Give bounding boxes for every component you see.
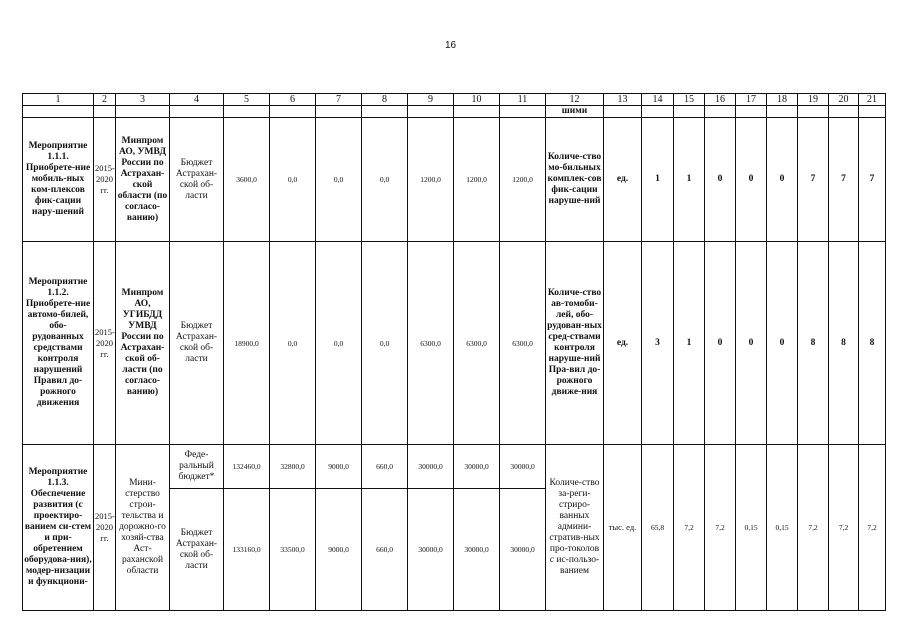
value-cell: 1200,0 xyxy=(454,118,500,242)
funding-source: Бюджет Астрахан-ской об-ласти xyxy=(170,489,224,611)
executor: Минпром АО, УМВД России по Астрахан-ской области (по согласо-ванию) xyxy=(116,118,170,242)
header-cell: 14 xyxy=(642,94,674,106)
continuation-text: шими xyxy=(546,106,604,118)
indicator: Количе-ство за-реги-стриро-ванных админи-стратив-ных про-токолов с ис-пользо-ванием xyxy=(546,445,604,611)
header-cell: 4 xyxy=(170,94,224,106)
value-cell: 660,0 xyxy=(362,445,408,489)
header-cell: 10 xyxy=(454,94,500,106)
activity-name: Мероприятие 1.1.3. Обеспечение развития (с проектиро-ванием си-стем и при-обретением оборудова-ния), модер-низации и функциони- xyxy=(23,445,94,611)
header-cell: 3 xyxy=(116,94,170,106)
value-cell: 0,0 xyxy=(362,242,408,445)
target-cell: 7,2 xyxy=(674,445,705,611)
value-cell: 6300,0 xyxy=(408,242,454,445)
value-cell: 30000,0 xyxy=(454,445,500,489)
value-cell: 32800,0 xyxy=(270,445,316,489)
header-cell: 18 xyxy=(767,94,798,106)
value-cell: 0,0 xyxy=(316,118,362,242)
target-cell: 0 xyxy=(736,242,767,445)
header-cell: 7 xyxy=(316,94,362,106)
value-cell: 0,0 xyxy=(362,118,408,242)
page-number: 16 xyxy=(445,40,457,51)
header-cell: 11 xyxy=(500,94,546,106)
header-cell: 16 xyxy=(705,94,736,106)
header-cell: 1 xyxy=(23,94,94,106)
target-cell: 0 xyxy=(736,118,767,242)
target-cell: 7,2 xyxy=(798,445,829,611)
value-cell: 30000,0 xyxy=(500,445,546,489)
target-cell: 8 xyxy=(798,242,829,445)
unit: тыс. ед. xyxy=(604,445,642,611)
value-cell: 0,0 xyxy=(270,242,316,445)
period: 2015-2020 гг. xyxy=(94,445,116,611)
target-cell: 0 xyxy=(767,242,798,445)
value-cell: 660,0 xyxy=(362,489,408,611)
unit: ед. xyxy=(604,242,642,445)
value-cell: 30000,0 xyxy=(408,489,454,611)
table-row xyxy=(23,242,886,445)
target-cell: 0,15 xyxy=(736,445,767,611)
value-cell: 9000,0 xyxy=(316,445,362,489)
header-cell: 12 xyxy=(546,94,604,106)
value-cell: 0,0 xyxy=(270,118,316,242)
value-cell: 9000,0 xyxy=(316,489,362,611)
target-cell: 1 xyxy=(674,118,705,242)
funding-source: Феде-ральный бюджет* xyxy=(170,445,224,489)
indicator: Количе-ство мо-бильных комплек-сов фик-сации нарушe-ний xyxy=(546,118,604,242)
activity-name: Мероприятие 1.1.1. Приобрете-ние мобиль-ных ком-плексов фик-сации нару-шений xyxy=(23,118,94,242)
target-cell: 7 xyxy=(859,118,886,242)
value-cell: 132460,0 xyxy=(224,445,270,489)
header-cell: 21 xyxy=(859,94,886,106)
header-cell: 15 xyxy=(674,94,705,106)
header-cell: 19 xyxy=(798,94,829,106)
target-cell: 1 xyxy=(642,118,674,242)
header-cell: 5 xyxy=(224,94,270,106)
target-cell: 7,2 xyxy=(705,445,736,611)
header-cell: 2 xyxy=(94,94,116,106)
activity-name: Мероприятие 1.1.2. Приобрете-ние автомо-билей, обо-рудованных средствами контроля нарушений Правил до-рожного движения xyxy=(23,242,94,445)
value-cell: 3600,0 xyxy=(224,118,270,242)
target-cell: 7 xyxy=(829,118,859,242)
table-row xyxy=(23,445,886,489)
header-cell: 9 xyxy=(408,94,454,106)
executor: Мини-стерство строи-тельства и дорожно-го хозяй-ства Аст-раханской области xyxy=(116,445,170,611)
value-cell: 1200,0 xyxy=(500,118,546,242)
funding-source: Бюджет Астрахан-ской об-ласти xyxy=(170,118,224,242)
header-row xyxy=(23,94,886,106)
target-cell: 0,15 xyxy=(767,445,798,611)
unit: ед. xyxy=(604,118,642,242)
value-cell: 6300,0 xyxy=(500,242,546,445)
target-cell: 3 xyxy=(642,242,674,445)
header-cell: 6 xyxy=(270,94,316,106)
value-cell: 30000,0 xyxy=(500,489,546,611)
target-cell: 1 xyxy=(674,242,705,445)
target-cell: 7,2 xyxy=(859,445,886,611)
executor: Минпром АО, УГИБДД УМВД России по Астрахан-ской об-ласти (по согласо-ванию) xyxy=(116,242,170,445)
target-cell: 0 xyxy=(767,118,798,242)
value-cell: 18900,0 xyxy=(224,242,270,445)
target-cell: 8 xyxy=(859,242,886,445)
target-cell: 7,2 xyxy=(829,445,859,611)
header-cell: 8 xyxy=(362,94,408,106)
program-table xyxy=(22,93,886,611)
table-row xyxy=(23,118,886,242)
target-cell: 7 xyxy=(798,118,829,242)
value-cell: 30000,0 xyxy=(454,489,500,611)
target-cell: 0 xyxy=(705,118,736,242)
continuation-row xyxy=(23,106,886,118)
header-cell: 20 xyxy=(829,94,859,106)
header-cell: 17 xyxy=(736,94,767,106)
target-cell: 65,8 xyxy=(642,445,674,611)
value-cell: 6300,0 xyxy=(454,242,500,445)
target-cell: 8 xyxy=(829,242,859,445)
period: 2015-2020 гг. xyxy=(94,118,116,242)
value-cell: 30000,0 xyxy=(408,445,454,489)
value-cell: 33500,0 xyxy=(270,489,316,611)
header-cell: 13 xyxy=(604,94,642,106)
value-cell: 1200,0 xyxy=(408,118,454,242)
period: 2015-2020 гг. xyxy=(94,242,116,445)
target-cell: 0 xyxy=(705,242,736,445)
funding-source: Бюджет Астрахан-ской об-ласти xyxy=(170,242,224,445)
indicator: Количе-ство ав-томоби-лей, обо-рудован-ных сред-ствами контроля наруше-ний Пра-вил до-рожного движе-ния xyxy=(546,242,604,445)
value-cell: 133160,0 xyxy=(224,489,270,611)
value-cell: 0,0 xyxy=(316,242,362,445)
